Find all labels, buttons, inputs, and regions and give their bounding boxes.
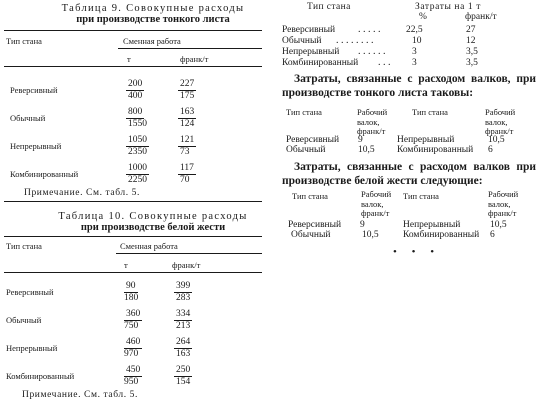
table10-col-t: т xyxy=(124,260,128,270)
rolls1-col-roll2-line3: франк/т xyxy=(485,126,514,136)
right-top-row-label: Обычный xyxy=(282,36,322,46)
table9-note xyxy=(24,188,140,198)
table10-col-shift: Сменная работа xyxy=(120,241,178,251)
table10-col-type: Тип стана xyxy=(6,241,42,251)
table9-row-label: Реверсивный xyxy=(10,85,58,95)
table10-row-label: Комбинированный xyxy=(6,371,75,381)
right-top-pct: 10 xyxy=(412,36,422,46)
table9-col-shift: Сменная работа xyxy=(123,36,181,46)
right-top-row-label: Реверсивный xyxy=(282,25,336,35)
right-top-pct: 3 xyxy=(412,58,417,68)
rolls2-col-roll2-line2: валок, xyxy=(488,198,511,209)
rolls1-col-roll xyxy=(357,108,387,137)
table10-fr-shift2: 213 xyxy=(176,321,191,331)
rolls1-col-roll-line1: Рабочий xyxy=(357,107,388,117)
table9-t-shift1: 1050 xyxy=(128,135,147,145)
rolls1-col-type-2: Тип стана xyxy=(412,107,448,117)
table9-t-shift2: 400 xyxy=(128,91,143,101)
right-top-col-fr: франк/т xyxy=(465,12,497,22)
table10-note-text: Примечание. См. табл. 5. xyxy=(22,390,139,400)
table10-top-rule xyxy=(4,236,262,237)
table9-note-text: Примечание. См. табл. 5. xyxy=(24,188,141,198)
right-top-fr: 3,5 xyxy=(466,47,478,57)
table9-fr-shift2: 124 xyxy=(180,119,195,129)
rolls1-row-value: 10,5 xyxy=(488,135,505,145)
table10-row-label: Обычный xyxy=(6,315,42,325)
rolls2-col-roll xyxy=(361,190,391,219)
table10-caption-line2: при производстве белой жести xyxy=(80,222,226,233)
table9-col-fr: франк/т xyxy=(180,54,209,64)
rolls1-col-roll-2 xyxy=(485,108,515,137)
table9-sub-rule xyxy=(118,48,262,49)
right-top-leader: . . . . . . . . xyxy=(336,35,374,46)
rolls2-col-roll-line2: валок, xyxy=(361,198,384,209)
right-top-leader: . . . . . . xyxy=(358,46,386,57)
rolls1-row-value: 10,5 xyxy=(358,145,375,155)
table9-t-shift2: 1550 xyxy=(128,119,147,129)
rolls1-row-label: Реверсивный xyxy=(286,135,340,145)
section-divider-ornament: • • • xyxy=(393,246,441,258)
table10-fr-shift2: 154 xyxy=(176,377,191,387)
rolls2-row-label: Реверсивный xyxy=(288,220,342,230)
rolls2-row-value: 10,5 xyxy=(490,220,507,230)
right-top-pct: 22,5 xyxy=(406,25,423,35)
table10-col-fr: франк/т xyxy=(172,260,201,270)
table9-caption xyxy=(28,3,278,25)
table9-head-rule xyxy=(4,66,262,67)
rolls2-col-type-2: Тип стана xyxy=(403,191,439,201)
rolls2-row-value: 10,5 xyxy=(362,230,379,240)
table10-t-shift2: 750 xyxy=(124,321,139,331)
rolls2-col-roll2-line3: франк/т xyxy=(488,208,517,218)
table9-top-rule xyxy=(4,30,262,31)
rolls1-col-roll-line3: франк/т xyxy=(357,126,386,136)
right-top-pct: 3 xyxy=(412,47,417,57)
rolls1-row-label: Комбинированный xyxy=(397,145,474,155)
table10-t-shift2: 180 xyxy=(124,293,139,303)
table9-fr-shift2: 70 xyxy=(180,175,190,185)
right-top-leader: . . . . . xyxy=(358,24,381,35)
table10-t-shift2: 970 xyxy=(124,349,139,359)
rolls1-row-label: Непрерывный xyxy=(397,135,455,145)
rolls1-row-value: 6 xyxy=(488,145,493,155)
table10-head-rule xyxy=(4,272,262,273)
rolls2-col-roll-line3: франк/т xyxy=(361,208,390,218)
table10-t-shift1: 90 xyxy=(126,281,136,291)
rolls1-row-value: 9 xyxy=(358,135,363,145)
right-top-leader: . . . xyxy=(378,57,391,68)
rolls1-col-roll-line2: валок, xyxy=(357,116,380,127)
paragraph-rolls-tinplate: Затраты, связанные с расходом валков при производстве белой жести следующие: xyxy=(282,161,536,187)
table10-row-label: Реверсивный xyxy=(6,287,54,297)
table10-fr-shift1: 250 xyxy=(176,365,191,375)
table10-caption xyxy=(28,211,278,233)
table10-fr-shift2: 163 xyxy=(176,349,191,359)
rolls2-col-roll-2 xyxy=(488,190,518,219)
table10-note xyxy=(22,390,138,400)
table9-fr-shift1: 121 xyxy=(180,135,195,145)
rolls2-row-label: Непрерывный xyxy=(403,220,461,230)
table10-sub-rule xyxy=(116,253,262,254)
table10-caption-line1: Таблица 10. Совокупные расходы xyxy=(58,211,248,222)
rolls2-row-value: 9 xyxy=(360,220,365,230)
table9-fr-shift2: 175 xyxy=(180,91,195,101)
rolls2-row-value: 6 xyxy=(490,230,495,240)
table9-fr-shift2: 73 xyxy=(180,147,190,157)
table9-t-shift2: 2250 xyxy=(128,175,147,185)
table10-t-shift1: 460 xyxy=(126,337,141,347)
table10-row-label: Непрерывный xyxy=(6,343,58,353)
table10-t-shift2: 950 xyxy=(124,377,139,387)
rolls2-col-type: Тип стана xyxy=(292,191,328,201)
table10-fr-shift1: 399 xyxy=(176,281,191,291)
table9-t-shift1: 1000 xyxy=(128,163,147,173)
table10-fr-shift1: 264 xyxy=(176,337,191,347)
rolls2-row-label: Комбинированный xyxy=(403,230,480,240)
table10-t-shift1: 360 xyxy=(126,309,141,319)
rolls2-row-label: Обычный xyxy=(291,230,331,240)
table9-t-shift2: 2350 xyxy=(128,147,147,157)
table9-t-shift1: 200 xyxy=(128,79,143,89)
table9-col-t: т xyxy=(127,54,131,64)
table9-fr-shift1: 163 xyxy=(180,107,195,117)
rolls1-row-label: Обычный xyxy=(286,145,326,155)
paragraph-rolls-sheet: Затраты, связанные с расходом валков, при производстве тонкого листа таковы: xyxy=(282,73,536,99)
table9-row-label: Непрерывный xyxy=(10,141,62,151)
right-top-col-type: Тип стана xyxy=(307,2,351,12)
table9-caption-line2: при производстве тонкого листа xyxy=(76,14,230,25)
rolls1-col-roll2-line2: валок, xyxy=(485,116,508,127)
rolls2-col-roll-line1: Рабочий xyxy=(361,189,392,199)
table9-row-label: Комбинированный xyxy=(10,169,79,179)
table9-row-label: Обычный xyxy=(10,113,46,123)
table9-caption-line1: Таблица 9. Совокупные расходы xyxy=(61,3,245,14)
right-top-fr: 3,5 xyxy=(466,58,478,68)
right-top-col-cost: Затраты на 1 т xyxy=(415,2,481,12)
table9-fr-shift1: 227 xyxy=(180,79,195,89)
right-top-fr: 27 xyxy=(466,25,476,35)
right-top-row-label: Непрерывный xyxy=(282,47,340,57)
table9-col-type: Тип стана xyxy=(6,36,42,46)
rolls1-col-roll2-line1: Рабочий xyxy=(485,107,516,117)
table9-bottom-rule xyxy=(4,201,262,202)
right-top-row-label: Комбинированный xyxy=(282,58,359,68)
table10-fr-shift1: 334 xyxy=(176,309,191,319)
right-top-col-pct: % xyxy=(419,12,427,22)
right-top-fr: 12 xyxy=(466,36,476,46)
table9-t-shift1: 800 xyxy=(128,107,143,117)
table10-t-shift1: 450 xyxy=(126,365,141,375)
rolls2-col-roll2-line1: Рабочий xyxy=(488,189,519,199)
table9-fr-shift1: 117 xyxy=(180,163,194,173)
table10-fr-shift2: 283 xyxy=(176,293,191,303)
rolls1-col-type: Тип стана xyxy=(286,107,322,117)
